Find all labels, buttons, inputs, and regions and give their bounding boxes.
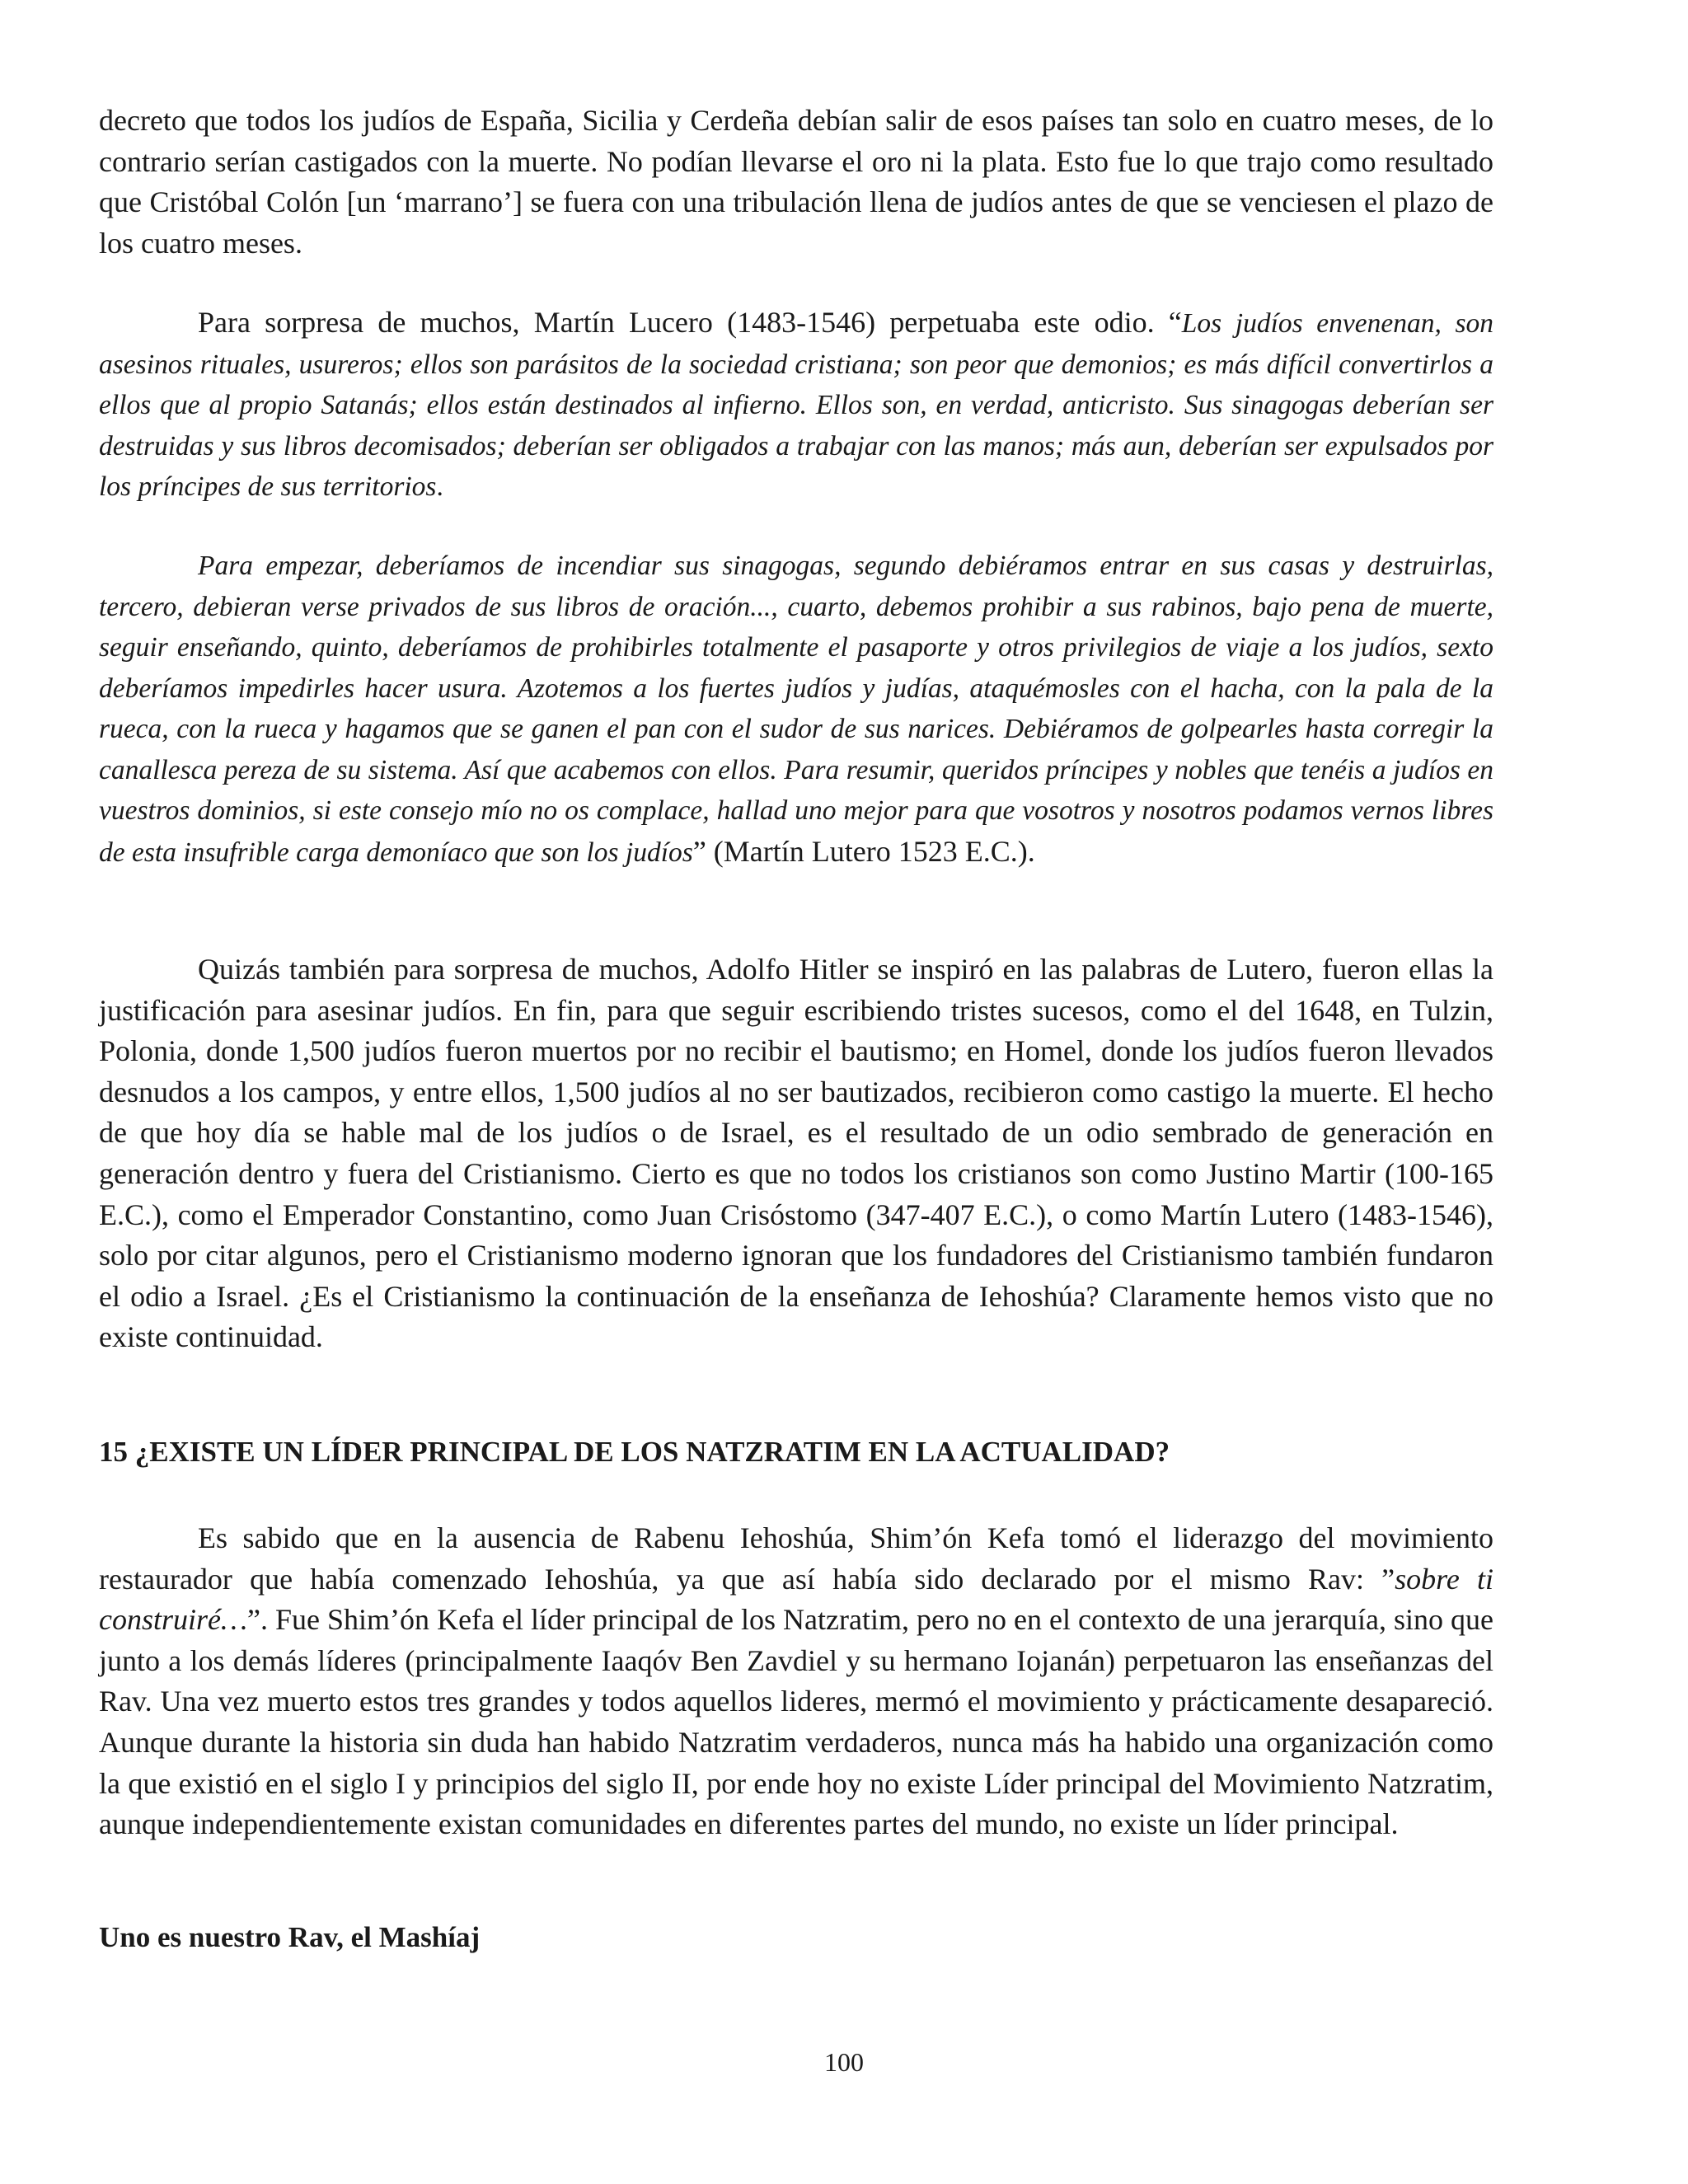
page-number: 100	[824, 2047, 864, 2077]
paragraph-shimon-kefa: Es sabido que en la ausencia de Rabenu Iehoshúa, Shim’ón Kefa tomó el liderazgo del movimiento restaurador que había comenzado Iehoshúa, ya que así había sido declarado por el mismo Rav: ”sobre ti construiré…”. Fue Shim’ón Kefa el líder principal de los Natzratim, pero no en el contexto de una jerarquía, sino que junto a los demás líderes (principalmente Iaaqóv Ben Zavdiel y su hermano Iojanán) perpetuaron las enseñanzas del Rav. Una vez muerto estos tres grandes y todos aquellos lideres, mermó el movimiento y prácticamente desapareció. Aunque durante la historia sin duda han habido Natzratim verdaderos, nunca más ha habido una organización como la que existió en el siglo I y principios del siglo II, por ende hoy no existe Líder principal del Movimiento Natzratim, aunque independientemente existan comunidades en diferentes partes del mundo, no existe un líder principal.	[99, 1521, 1493, 1841]
paragraph-hitler-lutero: Quizás también para sorpresa de muchos, Adolfo Hitler se inspiró en las palabras de Lutero, fueron ellas la justificación para asesinar judíos. En fin, para que seguir escribiendo tristes sucesos, como el del 1648, en Tulzin, Polonia, donde 1,500 judíos fueron muertos por no recibir el bautismo; en Homel, donde los judíos fueron llevados desnudos a los campos, y entre ellos, 1,500 judíos al no ser bautizados, recibieron como castigo la muerte. El hecho de que hoy día se hable mal de los judíos o de Israel, es el resultado de un odio sembrado de generación en generación dentro y fuera del Cristianismo. Cierto es que no todos los cristianos son como Justino Martir (100-165 E.C.), como el Emperador Constantino, como Juan Crisóstomo (347-407 E.C.), o como Martín Lutero (1483-1546), solo por citar algunos, pero el Cristianismo moderno ignoran que los fundadores del Cristianismo también fundaron el odio a Israel. ¿Es el Cristianismo la continuación de la enseñanza de Iehoshúa? Claramente hemos visto que no existe continuidad.	[99, 953, 1493, 1354]
subsection-heading: Uno es nuestro Rav, el Mashíaj	[99, 1921, 481, 1953]
paragraph-lutero-quote-continued: Para empezar, deberíamos de incendiar sus sinagogas, segundo debiéramos entrar en sus casas y destruirlas, tercero, debieran verse privados de sus libros de oración..., cuarto, debemos prohibir a sus rabinos, bajo pena de muerte, seguir enseñando, quinto, deberíamos de prohibirles totalmente el pasaporte y otros privilegios de viaje a los judíos, sexto deberíamos impedirles hacer usura. Azotemos a los fuertes judíos y judías, ataquémosles con el hacha, con la pala de la rueca, con la rueca y hagamos que se ganen el pan con el sudor de sus narices. Debiéramos de golpearles hasta corregir la canallesca pereza de su sistema. Así que acabemos con ellos. Para resumir, queridos príncipes y nobles que tenéis a judíos en vuestros dominios, si este consejo mío no os complace, hallad uno mejor para que vosotros y nosotros podamos vernos libres de esta insufrible carga demoníaco que son los judíos” (Martín Lutero 1523 E.C.).	[99, 551, 1493, 868]
section-heading: 15 ¿EXISTE UN LÍDER PRINCIPAL DE LOS NATZRATIM EN LA ACTUALIDAD?	[99, 1436, 1170, 1468]
paragraph-expulsion-decree: decreto que todos los judíos de España, Sicilia y Cerdeña debían salir de esos países tan solo en cuatro meses, de lo contrario serían castigados con la muerte. No podían llevarse el oro ni la plata. Esto fue lo que trajo como resultado que Cristóbal Colón [un ‘marrano’] se fuera con una tribulación llena de judíos antes de que se venciesen el plazo de los cuatro meses.	[99, 104, 1493, 260]
paragraph-lutero-quote: Para sorpresa de muchos, Martín Lucero (1483-1546) perpetuaba este odio. “Los judíos envenenan, son asesinos rituales, usureros; ellos son parásitos de la sociedad cristiana; son peor que demonios; es más difícil convertirlos a ellos que al propio Satanás; ellos están destinados al infierno. Ellos son, en verdad, anticristo. Sus sinagogas deberían ser destruidas y sus libros decomisados; deberían ser obligados a trabajar con las manos; más aun, deberían ser expulsados por los príncipes de sus territorios.	[99, 306, 1493, 502]
